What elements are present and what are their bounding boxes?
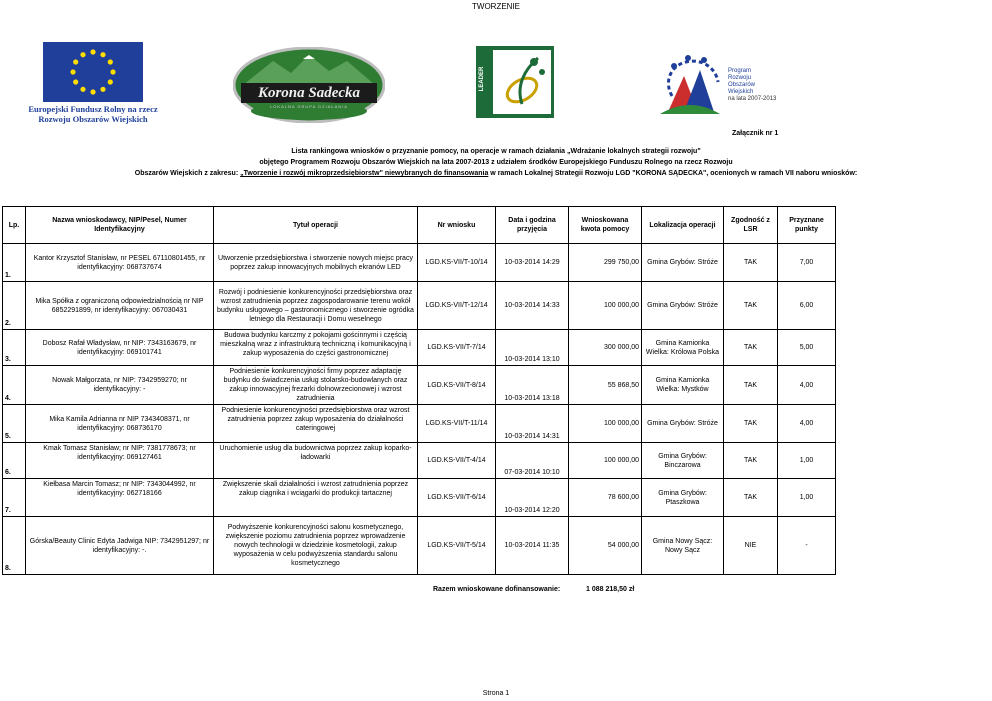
cell-points: 1,00	[778, 443, 836, 479]
cell-lp: 6.	[3, 443, 26, 479]
cell-amount: 78 600,00	[569, 479, 642, 517]
cell-location: Gmina Grybów: Binczarowa	[642, 443, 724, 479]
table-row	[3, 443, 836, 479]
cell-applicant: Kmak Tomasz Stanisław; nr NIP: 7381778673; nr identyfikacyjny: 069127461	[26, 443, 214, 479]
table-row	[3, 479, 836, 517]
cell-date: 10-03-2014 13:10	[496, 330, 569, 366]
prow-logo	[654, 52, 788, 118]
cell-location: Gmina Grybów: Stróże	[642, 244, 724, 282]
cell-operation-title: Podniesienie konkurencyjności przedsiębiorstwa oraz wzrost zatrudnienia poprzez zakup wyposażenia do działalności cateringowej	[214, 405, 418, 443]
cell-operation-title: Rozwój i podniesienie konkurencyjności przedsiębiorstwa oraz wzrost zatrudnienia poprzez zagospodarowanie terenu wokół budynku usługowego – gastronomicznego i stworzenie ogródka letniego dla Restauracji i Domu weselnego	[214, 282, 418, 330]
cell-points: -	[778, 517, 836, 575]
cell-operation-title: Uruchomienie usług dla budownictwa poprzez zakup koparko-ładowarki	[214, 443, 418, 479]
cell-location: Gmina Kamionka Wielka: Królowa Polska	[642, 330, 724, 366]
cell-applicant: Kiełbasa Marcin Tomasz; nr NIP: 7343044992, nr identyfikacyjny: 062718166	[26, 479, 214, 517]
cell-points: 5,00	[778, 330, 836, 366]
cell-application-no: LGD.KS-VII/T-12/14	[418, 282, 496, 330]
cell-application-no: LGD.KS-VII/T-10/14	[418, 244, 496, 282]
cell-date: 07-03-2014 10:10	[496, 443, 569, 479]
cell-amount: 100 000,00	[569, 405, 642, 443]
page-number: Strona 1	[482, 690, 510, 697]
cell-lp: 7.	[3, 479, 26, 517]
cell-lp: 2.	[3, 282, 26, 330]
prow-line5: na lata 2007-2013	[728, 96, 777, 102]
prow-line1: Program	[728, 68, 752, 74]
cell-lp: 3.	[3, 330, 26, 366]
header-lsr: Zgodność z LSR	[724, 207, 778, 244]
table-row	[3, 330, 836, 366]
cell-date: 10-03-2014 13:18	[496, 366, 569, 405]
cell-amount: 100 000,00	[569, 282, 642, 330]
cell-operation-title: Podniesienie konkurencyjności firmy poprzez adaptację budynku do świadczenia usług stolarsko-budowlanych oraz zakup innowacyjnej frezarki dolnowrzecionowej i wzrost zatrudnienia	[214, 366, 418, 405]
header-application-no: Nr wniosku	[418, 207, 496, 244]
cell-application-no: LGD.KS-VII/T-7/14	[418, 330, 496, 366]
cell-applicant: Dobosz Rafał Władysław, nr NIP: 7343163679, nr identyfikacyjny: 069101741	[26, 330, 214, 366]
document-header: TWORZENIE	[472, 2, 520, 11]
cell-points: 7,00	[778, 244, 836, 282]
total-label: Razem wnioskowane dofinansowanie:	[433, 586, 561, 593]
cell-application-no: LGD.KS-VII/T-4/14	[418, 443, 496, 479]
cell-lsr: TAK	[724, 244, 778, 282]
cell-lsr: TAK	[724, 366, 778, 405]
cell-operation-title: Budowa budynku karczmy z pokojami gościnnymi i częścią mieszkalną wraz z infrastrukturą techniczną i komunikacyjną i zakup wyposażenia do części gastronomicznej	[214, 330, 418, 366]
cell-application-no: LGD.KS-VII/T-6/14	[418, 479, 496, 517]
cell-location: Gmina Kamionka Wielka: Mystków	[642, 366, 724, 405]
korona-sub: LOKALNA GRUPA DZIAŁANIA	[270, 104, 348, 109]
title-line3-start: Obszarów Wiejskich z zakresu:	[134, 170, 241, 177]
cell-applicant: Mika Spółka z ograniczoną odpowiedzialnością nr NIP 6852291899, nr identyfikacyjny: 067030431	[26, 282, 214, 330]
cell-application-no: LGD.KS-VII/T-8/14	[418, 366, 496, 405]
cell-date: 10-03-2014 14:29	[496, 244, 569, 282]
header-applicant: Nazwa wnioskodawcy, NIP/Pesel, Numer Identyfikacyjny	[26, 207, 214, 244]
korona-sadecka-logo	[233, 47, 385, 123]
table-row	[3, 517, 836, 575]
cell-points: 6,00	[778, 282, 836, 330]
cell-points: 1,00	[778, 479, 836, 517]
prow-line4: Wiejskich	[728, 89, 754, 95]
total-value: 1 088 218,50 zł	[586, 586, 635, 593]
cell-operation-title: Podwyższenie konkurencyjności salonu kosmetycznego, zwiększenie poziomu zatrudnienia poprzez wprowadzenie nowych technologii w dziedzinie kosmetologii, zakup wyposażenia w celu podwyższenia standardu salonu kosmetycznego	[214, 517, 418, 575]
cell-lsr: TAK	[724, 443, 778, 479]
cell-date: 10-03-2014 12:20	[496, 479, 569, 517]
cell-lp: 5.	[3, 405, 26, 443]
cell-amount: 300 000,00	[569, 330, 642, 366]
cell-points: 4,00	[778, 366, 836, 405]
cell-applicant: Kantor Krzysztof Stanisław, nr PESEL 67110801455, nr identyfikacyjny: 068737674	[26, 244, 214, 282]
cell-lp: 4.	[3, 366, 26, 405]
cell-lsr: TAK	[724, 330, 778, 366]
cell-points: 4,00	[778, 405, 836, 443]
cell-applicant: Górska/Beauty Clinic Edyta Jadwiga NIP: 7342951297; nr identyfikacyjny: -.	[26, 517, 214, 575]
cell-amount: 299 750,00	[569, 244, 642, 282]
title-line2: objętego Programem Rozwoju Obszarów Wiejskich na lata 2007-2013 z udziałem środków Europejskiego Funduszu Rolnego na rzecz Rozwoju	[259, 159, 733, 166]
cell-amount: 54 000,00	[569, 517, 642, 575]
prow-line3: Obszarów	[728, 82, 756, 88]
table-row	[3, 244, 836, 282]
header-amount: Wnioskowana kwota pomocy	[569, 207, 642, 244]
header-date: Data i godzina przyjęcia	[496, 207, 569, 244]
cell-applicant: Mika Kamila Adrianna nr NIP 7343408371, nr identyfikacyjny: 068736170	[26, 405, 214, 443]
cell-lsr: TAK	[724, 479, 778, 517]
cell-lsr: TAK	[724, 282, 778, 330]
cell-date: 10-03-2014 14:31	[496, 405, 569, 443]
cell-operation-title: Utworzenie przedsiębiorstwa i stworzenie nowych miejsc pracy poprzez zakup innowacyjnych mobilnych ekranów LED	[214, 244, 418, 282]
leader-text: LEADER	[479, 66, 485, 92]
cell-date: 10-03-2014 14:33	[496, 282, 569, 330]
title-line3-emphasis: „Tworzenie i rozwój mikroprzedsiębiorstw" niewybranych do finansowania	[240, 170, 489, 177]
cell-lp: 1.	[3, 244, 26, 282]
cell-operation-title: Zwiększenie skali działalności i wzrost zatrudnienia poprzez zakup ciągnika i wciągarki do produkcji tartacznej	[214, 479, 418, 517]
eu-caption-line1: Europejski Fundusz Rolny na rzecz	[28, 104, 158, 114]
cell-application-no: LGD.KS-VII/T-11/14	[418, 405, 496, 443]
cell-amount: 55 868,50	[569, 366, 642, 405]
title-line1: Lista rankingowa wniosków o przyznanie pomocy, na operacje w ramach działania „Wdrażanie lokalnych strategii rozwoju"	[291, 148, 701, 155]
cell-lsr: NIE	[724, 517, 778, 575]
korona-name: Korona Sadecka	[257, 85, 361, 101]
cell-location: Gmina Nowy Sącz: Nowy Sącz	[642, 517, 724, 575]
cell-location: Gmina Grybów: Ptaszkowa	[642, 479, 724, 517]
cell-date: 10-03-2014 11:35	[496, 517, 569, 575]
leader-logo	[476, 46, 554, 118]
annex-label: Załącznik nr 1	[732, 130, 779, 137]
cell-lsr: TAK	[724, 405, 778, 443]
eu-flag-icon	[43, 42, 143, 102]
cell-amount: 100 000,00	[569, 443, 642, 479]
eu-logo	[18, 42, 168, 132]
cell-location: Gmina Grybów: Stróże	[642, 282, 724, 330]
cell-location: Gmina Grybów: Stróże	[642, 405, 724, 443]
title-line3	[0, 170, 992, 177]
cell-lp: 8.	[3, 517, 26, 575]
table-header-row	[3, 207, 836, 244]
table-row	[3, 366, 836, 405]
cell-applicant: Nowak Małgorzata, nr NIP: 7342959270; nr identyfikacyjny: -	[26, 366, 214, 405]
header-lp: Lp.	[3, 207, 26, 244]
table-row	[3, 405, 836, 443]
table-row	[3, 282, 836, 330]
title-line3-end: w ramach Lokalnej Strategii Rozwoju LGD "KORONA SĄDECKA", ocenionych w ramach VII naboru wniosków:	[488, 170, 858, 177]
header-points: Przyznane punkty	[778, 207, 836, 244]
cell-application-no: LGD.KS-VII/T-5/14	[418, 517, 496, 575]
prow-line2: Rozwoju	[728, 75, 752, 81]
eu-caption-line2: Rozwoju Obszarów Wiejskich	[38, 114, 148, 124]
ranking-table	[2, 206, 836, 575]
header-operation-title: Tytuł operacji	[214, 207, 418, 244]
header-location: Lokalizacja operacji	[642, 207, 724, 244]
